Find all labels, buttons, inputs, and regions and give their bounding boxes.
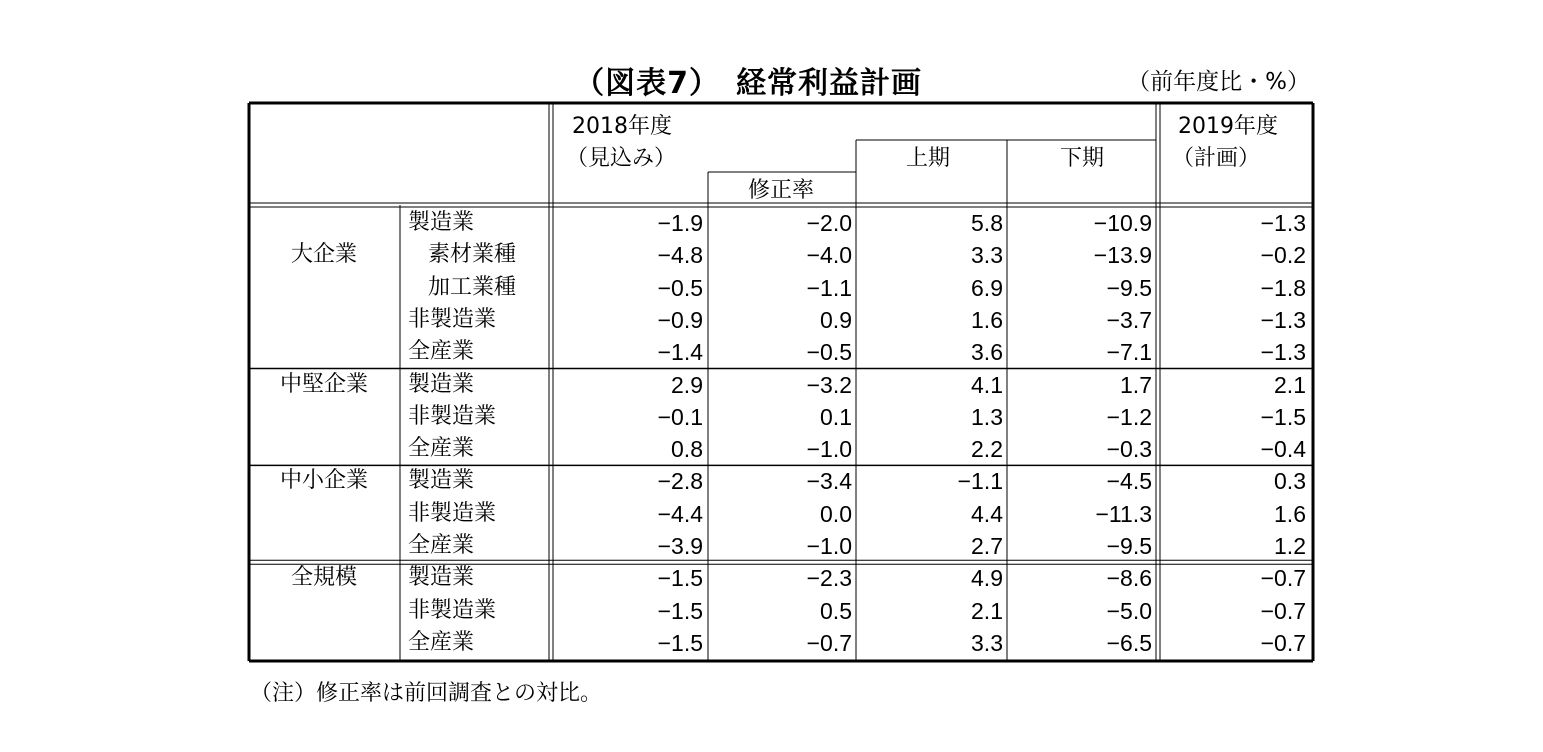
table-cell: −3.7 (1106, 306, 1152, 333)
table-cell: −7.1 (1106, 339, 1152, 366)
table-cell: 5.8 (971, 210, 1003, 236)
table-cell: 0.8 (671, 436, 703, 463)
table-cell: 2.7 (971, 533, 1003, 559)
table-cell: −5.0 (1106, 597, 1152, 624)
row-label: 製造業 (408, 371, 475, 397)
table-cell: 4.1 (971, 371, 1003, 398)
unit-label: （前年度比・%） (1127, 69, 1310, 95)
table-cell: −9.5 (1106, 533, 1152, 559)
table-cell: −4.0 (806, 242, 852, 269)
group-label: 中小企業 (279, 468, 368, 494)
table-cell: 2.9 (671, 371, 703, 398)
header-fy2019-sub: （計画） (1172, 146, 1261, 171)
header-fy2018: 2018年度 (572, 114, 672, 139)
row-label: 非製造業 (408, 500, 497, 526)
table-cell: 1.2 (1274, 533, 1306, 559)
row-label: 素材業種 (428, 242, 517, 268)
row-label: 製造業 (408, 565, 475, 591)
table-cell: −0.7 (1260, 597, 1306, 624)
table-cell: 0.5 (820, 597, 852, 624)
table-cell: −2.3 (806, 565, 852, 592)
row-label: 非製造業 (408, 597, 497, 623)
table-cell: −2.0 (806, 210, 852, 236)
row-label: 非製造業 (408, 306, 497, 332)
table-cell: −8.6 (1106, 565, 1152, 592)
table-cell: 6.9 (971, 274, 1003, 301)
header-fy2018-sub: （見込み） (566, 146, 677, 171)
table-cell: −13.9 (1093, 242, 1152, 269)
row-label: 非製造業 (408, 403, 497, 429)
table-cell: 2.1 (1274, 371, 1306, 398)
table-cell: −3.9 (657, 533, 703, 559)
table-cell: −9.5 (1106, 274, 1152, 301)
table-cell: −6.5 (1106, 629, 1152, 656)
table-cell: 0.9 (820, 306, 852, 333)
table-cell: 1.7 (1120, 371, 1152, 398)
table-cell: 0.3 (1274, 468, 1306, 495)
chart-title: （図表7） 経常利益計画 (574, 66, 922, 101)
header-first-half: 上期 (906, 146, 951, 171)
table-cell: −3.2 (806, 371, 852, 398)
table-cell: 1.3 (971, 403, 1003, 430)
header-revision: 修正率 (748, 178, 815, 203)
table-cell: −1.0 (806, 436, 852, 463)
footnote: （注）修正率は前回調査との対比。 (250, 681, 603, 706)
table-cell: −1.2 (1106, 403, 1152, 430)
row-label: 製造業 (408, 468, 475, 494)
table-cell: 3.3 (971, 629, 1003, 656)
table-cell: 4.9 (971, 565, 1003, 592)
table-cell: −1.3 (1260, 306, 1306, 333)
table-cell: −2.8 (657, 468, 703, 495)
table-cell: −1.5 (1260, 403, 1306, 430)
table-cell: −0.5 (806, 339, 852, 366)
table-cell: −4.8 (657, 242, 703, 269)
row-label: 全産業 (408, 339, 475, 365)
table-cell: 0.0 (820, 500, 852, 527)
table-cell: −1.0 (806, 533, 852, 559)
group-label: 中堅企業 (279, 371, 368, 397)
table-cell: −1.4 (657, 339, 703, 366)
table-cell: −1.1 (957, 468, 1003, 495)
table-cell: −0.1 (657, 403, 703, 430)
table-cell: −1.3 (1260, 339, 1306, 366)
table-cell: −11.3 (1095, 500, 1152, 527)
table-cell: 1.6 (971, 306, 1003, 333)
table-cell: 1.6 (1274, 500, 1306, 527)
table-cell: −0.5 (657, 274, 703, 301)
table-cell: −0.4 (1260, 436, 1306, 463)
table-cell: −1.5 (657, 629, 703, 656)
profit-plan-table (248, 102, 1314, 662)
table-cell: −1.1 (806, 274, 852, 301)
row-label: 製造業 (408, 210, 475, 235)
row-label: 全産業 (408, 436, 475, 462)
header-fy2019: 2019年度 (1178, 114, 1278, 139)
row-label: 全産業 (408, 629, 475, 655)
table-cell: −0.3 (1106, 436, 1152, 463)
header-second-half: 下期 (1060, 146, 1105, 171)
table-cell: −0.7 (806, 629, 852, 656)
table-cell: −10.9 (1093, 210, 1152, 236)
table-cell: −1.3 (1260, 210, 1306, 236)
table-cell: 2.2 (971, 436, 1003, 463)
table-cell: −1.8 (1260, 274, 1306, 301)
table-cell: 3.3 (971, 242, 1003, 269)
table-cell: −3.4 (806, 468, 852, 495)
table-cell: −0.2 (1260, 242, 1306, 269)
row-label: 加工業種 (428, 274, 517, 300)
table-cell: 3.6 (971, 339, 1003, 366)
table-cell: −1.5 (657, 597, 703, 624)
table-cell: −1.9 (657, 210, 703, 236)
table-cell: −0.9 (657, 306, 703, 333)
group-label: 大企業 (290, 242, 357, 268)
table-cell: −0.7 (1260, 629, 1306, 656)
table-cell: −4.5 (1106, 468, 1152, 495)
row-label: 全産業 (408, 533, 475, 558)
table-cell: −1.5 (657, 565, 703, 592)
table-cell: −0.7 (1260, 565, 1306, 592)
table-cell: −4.4 (657, 500, 703, 527)
table-cell: 0.1 (820, 403, 852, 430)
group-label: 全規模 (290, 565, 357, 591)
table-cell: 2.1 (971, 597, 1003, 624)
table-cell: 4.4 (971, 500, 1003, 527)
